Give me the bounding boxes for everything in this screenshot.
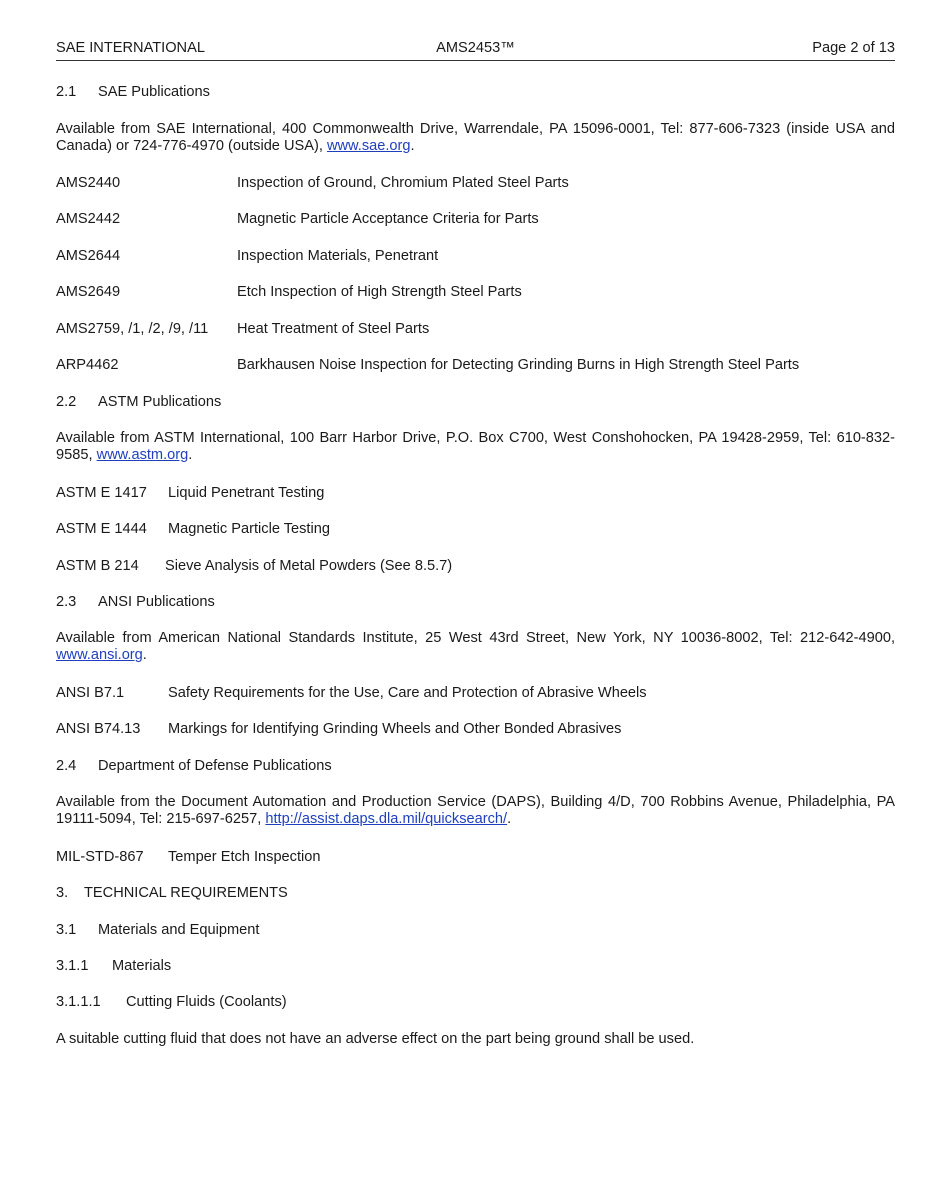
reference-row: MIL-STD-867 Temper Etch Inspection <box>56 849 321 865</box>
astm-website-link[interactable]: www.astm.org <box>96 447 189 463</box>
section-heading-3-1-1-1: 3.1.1.1 Cutting Fluids (Coolants) <box>56 994 287 1010</box>
section-heading-3-1-1: 3.1.1 Materials <box>56 958 172 974</box>
reference-row: ARP4462 Barkhausen Noise Inspection for Detecting Grinding Burns in High Strength Steel Parts <box>56 357 800 373</box>
reference-row: AMS2759, /1, /2, /9, /11 Heat Treatment of Steel Parts <box>56 321 430 337</box>
page-header <box>56 40 895 61</box>
reference-row: AMS2442 Magnetic Particle Acceptance Criteria for Parts <box>56 211 539 227</box>
section-heading-3-1: 3.1 Materials and Equipment <box>56 922 260 938</box>
sae-website-link[interactable]: www.sae.org <box>326 138 411 154</box>
section-heading-2-4: 2.4 Department of Defense Publications <box>56 758 332 774</box>
assist-quicksearch-link[interactable]: http://assist.daps.dla.mil/quicksearch/ <box>265 811 508 827</box>
reference-row: ANSI B7.1 Safety Requirements for the Use, Care and Protection of Abrasive Wheels <box>56 685 647 701</box>
header-document-id: AMS2453™ <box>436 40 515 56</box>
section-heading-2-2: 2.2 ASTM Publications <box>56 394 222 410</box>
section-3-1-1-1-text: A suitable cutting fluid that does not have an adverse effect on the part being ground shall be used. <box>56 1031 695 1047</box>
section-2-3-availability: Available from American National Standards Institute, 25 West 43rd Street, New York, NY 10036-8002, Tel: 212-642-4900, www.ansi.org. <box>56 630 895 663</box>
reference-row: ASTM E 1444 Magnetic Particle Testing <box>56 521 330 537</box>
section-2-4-availability: Available from the Document Automation and Production Service (DAPS), Building 4/D, 700 Robbins Avenue, Philadelphia, PA 19111-5094, Tel: 215-697-6257, http://assist.daps.dla.mil/quicksearch/. <box>56 794 895 827</box>
reference-row: AMS2644 Inspection Materials, Penetrant <box>56 248 439 264</box>
section-2-2-availability: Available from ASTM International, 100 Barr Harbor Drive, P.O. Box C700, West Conshohocken, PA 19428-2959, Tel: 610-832-9585, www.astm.org. <box>56 430 895 463</box>
reference-row: ANSI B74.13 Markings for Identifying Grinding Wheels and Other Bonded Abrasives <box>56 721 622 737</box>
reference-row: ASTM B 214 Sieve Analysis of Metal Powders (See 8.5.7) <box>56 558 453 574</box>
reference-row: AMS2440 Inspection of Ground, Chromium Plated Steel Parts <box>56 175 569 191</box>
section-2-1-availability: Available from SAE International, 400 Commonwealth Drive, Warrendale, PA 15096-0001, Tel: 877-606-7323 (inside USA and Canada) or 724-776-4970 (outside USA), www.sae.org. <box>56 121 895 154</box>
reference-row: AMS2649 Etch Inspection of High Strength Steel Parts <box>56 284 522 300</box>
header-organization: SAE INTERNATIONAL <box>56 40 205 56</box>
section-heading-2-3: 2.3 ANSI Publications <box>56 594 215 610</box>
section-heading-2-1: 2.1 SAE Publications <box>56 84 210 100</box>
ansi-website-link[interactable]: www.ansi.org <box>56 647 143 663</box>
header-page-number: Page 2 of 13 <box>812 40 895 56</box>
reference-row: ASTM E 1417 Liquid Penetrant Testing <box>56 485 325 501</box>
section-heading-3: 3. TECHNICAL REQUIREMENTS <box>56 885 288 901</box>
